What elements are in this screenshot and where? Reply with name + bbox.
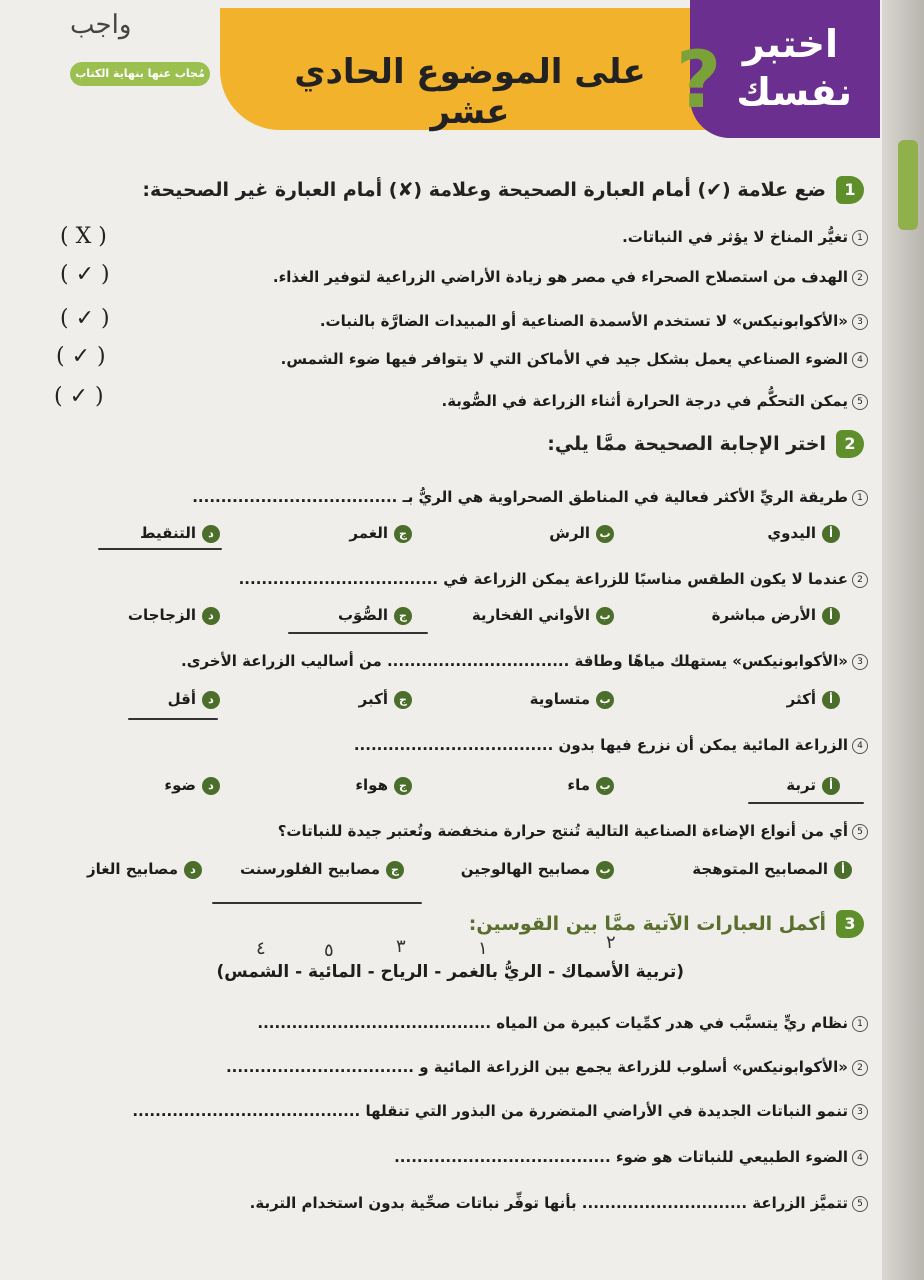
handwritten-digit: ١: [478, 938, 488, 959]
page-title: على الموضوع الحادي عشر: [294, 52, 646, 132]
s3-item: 2«الأكوابونيكس» أسلوب للزراعة يجمع بين الزراعة المائية و .................................: [226, 1058, 868, 1076]
s2-question: 1طريقة الريِّ الأكثر فعالية في المناطق الصحراوية هي الريُّ بـ ....................................: [192, 488, 868, 506]
s1-item: 2الهدف من استصلاح الصحراء في مصر هو زيادة الأراضي الزراعية لتوفير الغذاء.: [273, 268, 868, 286]
handwritten-digit: ٣: [396, 936, 406, 957]
test-yourself-line1: اختبر: [742, 22, 838, 66]
s1-answer-mark: ( ✓ ): [60, 262, 110, 287]
s2-option[interactable]: دالتنقيط: [140, 524, 220, 543]
s1-item: 5يمكن التحكُّم في درجة الحرارة أثناء الزراعة في الصُّوبة.: [442, 392, 868, 410]
answer-underline: [288, 632, 428, 634]
section2-badge: 2: [836, 430, 864, 458]
s1-answer-mark: ( ✓ ): [56, 344, 106, 369]
s2-question: 4الزراعة المائية يمكن أن نزرع فيها بدون ...................................: [354, 736, 868, 754]
s2-option[interactable]: أالأرض مباشرة: [712, 606, 840, 625]
s2-option[interactable]: بمتساوية: [530, 690, 614, 709]
s2-question: 2عندما لا يكون الطقس مناسبًا للزراعة يمكن الزراعة في ...................................: [239, 570, 868, 588]
answer-underline: [98, 548, 222, 550]
handwritten-digit: ٥: [324, 940, 334, 961]
section1-badge: 1: [836, 176, 864, 204]
answer-underline: [212, 902, 422, 904]
s2-option[interactable]: جهواء: [355, 776, 412, 795]
test-yourself-line2: نفسك: [736, 70, 852, 114]
s1-answer-mark: ( ✓ ): [54, 384, 104, 409]
s1-item: 4الضوء الصناعي يعمل بشكل جيد في الأماكن التي لا يتوافر فيها ضوء الشمس.: [281, 350, 868, 368]
s2-option[interactable]: بالرش: [549, 524, 614, 543]
s2-option[interactable]: أتربة: [786, 776, 840, 795]
answer-underline: [748, 802, 864, 804]
s3-item: 4الضوء الطبيعي للنباتات هو ضوء ......................................: [394, 1148, 868, 1166]
s2-option[interactable]: أأكثر: [787, 690, 840, 709]
handwritten-note: واجب: [70, 10, 132, 40]
s2-option[interactable]: جأكبر: [359, 690, 412, 709]
s3-item: 1نظام ريٍّ يتسبَّب في هدر كمِّيات كبيرة من المياه .........................................: [257, 1014, 868, 1032]
section1-header: [142, 176, 864, 204]
s2-option[interactable]: دمصابيح الغاز: [87, 860, 202, 879]
handwritten-digit: ٤: [256, 938, 266, 959]
s2-option[interactable]: جمصابيح الفلورسنت: [240, 860, 404, 879]
section3-title: أكمل العبارات الآتية ممَّا بين القوسين:: [468, 913, 826, 935]
s2-option[interactable]: دأقل: [168, 690, 220, 709]
section1-title: ضع علامة (✔) أمام العبارة الصحيحة وعلامة (✘) أمام العبارة غير الصحيحة:: [142, 179, 826, 201]
word-bank: (تربية الأسماك - الريُّ بالغمر - الرياح - المائية - الشمس): [216, 962, 684, 982]
s3-item: 3تنمو النباتات الجديدة في الأراضي المتضررة من البذور التي تنقلها ........................................: [132, 1102, 868, 1120]
s3-item: 5تتميَّز الزراعة ............................. بأنها توفِّر نباتات صحِّية بدون استخدام التربة.: [250, 1194, 868, 1212]
s1-answer-mark: ( ✓ ): [60, 306, 110, 331]
section3-badge: 3: [836, 910, 864, 938]
s2-question: 5أي من أنواع الإضاءة الصناعية التالية تُنتج حرارة منخفضة وتُعتبر جيدة للنباتات؟: [278, 822, 868, 840]
s2-option[interactable]: بمصابيح الهالوجين: [461, 860, 614, 879]
s2-option[interactable]: جالغمر: [349, 524, 412, 543]
s2-option[interactable]: بماء: [567, 776, 614, 795]
section2-header: [547, 430, 864, 458]
s1-answer-mark: ( X ): [60, 224, 107, 249]
answer-underline: [128, 718, 218, 720]
answers-tag: مُجاب عنها بنهاية الكتاب: [70, 62, 210, 86]
handwritten-digit: ٢: [606, 932, 616, 953]
s2-option[interactable]: أاليدوي: [767, 524, 840, 543]
section2-title: اختر الإجابة الصحيحة ممَّا يلي:: [547, 433, 826, 455]
s2-option[interactable]: دالزجاجات: [128, 606, 220, 625]
s1-item: 3«الأكوابونيكس» لا تستخدم الأسمدة الصناعية أو المبيدات الضارَّة بالنبات.: [320, 312, 868, 330]
s2-option[interactable]: جالصُّوَب: [338, 606, 412, 625]
s2-question: 3«الأكوابونيكس» يستهلك مياهًا وطاقة ................................ من أساليب الزراعة الأخرى.: [181, 652, 868, 670]
s2-option[interactable]: دضوء: [164, 776, 220, 795]
s2-option[interactable]: أالمصابيح المتوهجة: [692, 860, 852, 879]
section3-header: [469, 910, 864, 938]
page-tab-marker: [898, 140, 918, 230]
question-mark-icon: ?: [676, 36, 722, 126]
s1-item: 1تغيُّر المناخ لا يؤثر في النباتات.: [622, 228, 868, 246]
s2-option[interactable]: بالأواني الفخارية: [472, 606, 614, 625]
